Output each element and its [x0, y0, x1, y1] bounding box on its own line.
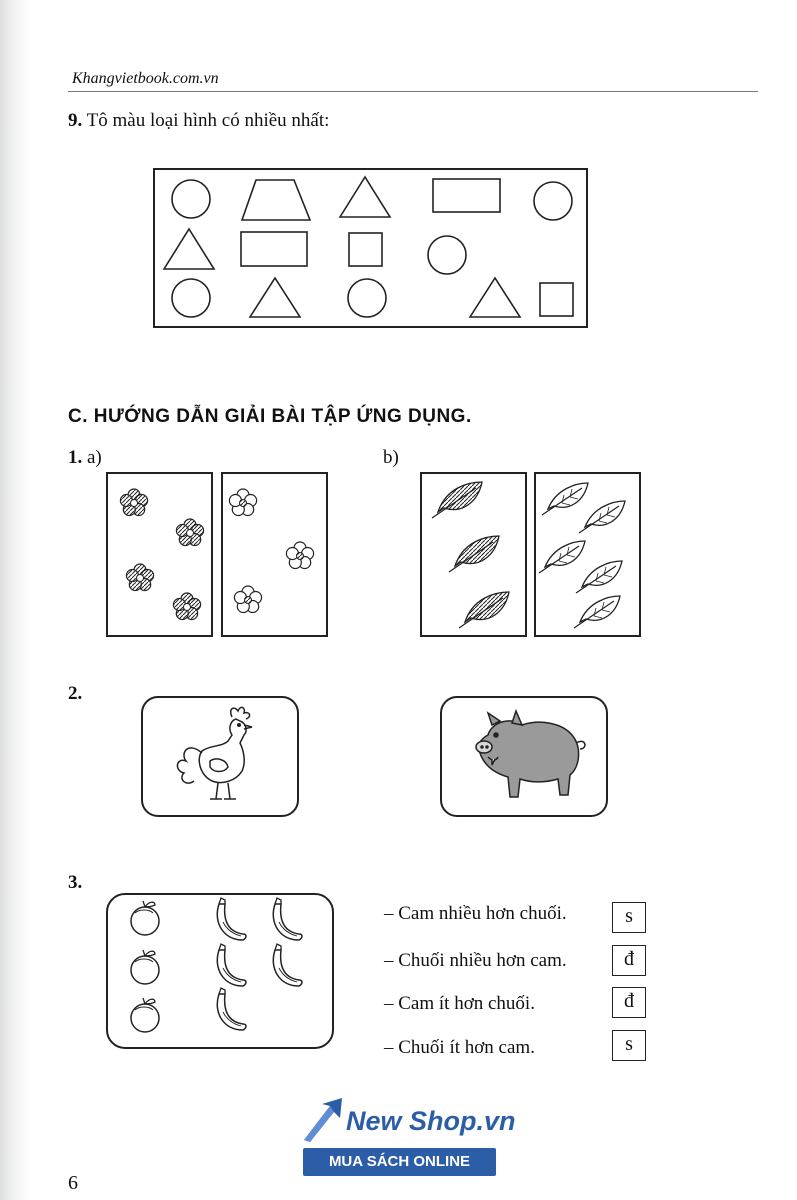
shape-triangle — [340, 177, 390, 217]
shape-triangle — [250, 278, 300, 317]
flower-light — [286, 542, 313, 569]
shape-square — [349, 233, 382, 266]
flower-dark — [120, 489, 147, 516]
pig-drawing — [476, 711, 585, 797]
leaf-light — [574, 596, 620, 628]
ex1-label — [68, 447, 102, 469]
leaf-light — [542, 483, 588, 515]
leaf-light — [576, 561, 622, 593]
leaf-dark — [449, 536, 499, 572]
flower-light — [229, 489, 256, 516]
rooster-frame — [142, 697, 298, 816]
leaf-light — [579, 501, 625, 533]
banana — [217, 898, 246, 940]
ex3-statement-4: – Chuối ít hơn cam. — [384, 1037, 535, 1058]
ex3-statement-3: – Cam ít hơn chuối. — [384, 993, 535, 1014]
flower-dark — [126, 564, 153, 591]
leaf-light — [539, 541, 585, 573]
page-number: 6 — [68, 1172, 78, 1194]
q9-text: Tô màu loại hình có nhiều nhất: — [86, 110, 330, 131]
leaf-dark — [432, 482, 482, 518]
shape-triangle — [470, 278, 520, 317]
newshop-logo-text: New Shop.vn — [346, 1106, 516, 1136]
flower-dark — [173, 593, 200, 620]
banana — [217, 944, 246, 986]
shapes-figure — [150, 165, 592, 331]
newshop-logo-icon — [300, 1096, 348, 1144]
header-site: Khangvietbook.com.vn — [72, 70, 219, 87]
ex3-answer-1: s — [612, 902, 646, 933]
q9-number: 9. — [68, 110, 83, 131]
ex1-number: 1. — [68, 447, 83, 468]
flower-light — [234, 586, 261, 613]
ex3-label — [68, 872, 82, 894]
banana — [273, 898, 302, 940]
ex1-figure — [105, 470, 645, 640]
flower-dark — [176, 519, 203, 546]
ex1-part-a: a) — [87, 447, 102, 468]
ex2-number: 2. — [68, 683, 83, 704]
orange — [131, 901, 159, 935]
ex3-answer-4: s — [612, 1030, 646, 1061]
shape-square — [540, 283, 573, 316]
banana — [273, 944, 302, 986]
fruit-figure — [105, 892, 335, 1050]
orange — [131, 998, 159, 1032]
shape-circle — [428, 236, 466, 274]
ex3-statement-1: – Cam nhiều hơn chuối. — [384, 903, 567, 924]
rooster-drawing — [177, 707, 252, 799]
ex3-statement-2: – Chuối nhiều hơn cam. — [384, 950, 567, 971]
ex3-number: 3. — [68, 872, 83, 893]
section-c-title: C. HƯỚNG DẪN GIẢI BÀI TẬP ỨNG DỤNG. — [68, 406, 472, 427]
ex2-figure — [140, 695, 610, 820]
orange — [131, 950, 159, 984]
header-rule — [68, 91, 758, 92]
ex2-label — [68, 683, 82, 705]
shapes-frame — [154, 169, 587, 327]
shape-circle — [172, 279, 210, 317]
shape-circle — [172, 180, 210, 218]
q9-title — [68, 110, 329, 132]
ex3-answer-3: đ — [612, 987, 646, 1018]
ex1-part-b: b) — [383, 447, 399, 468]
ex3-answer-2: đ — [612, 945, 646, 976]
shape-circle — [348, 279, 386, 317]
shape-rectangle — [433, 179, 500, 212]
banana — [217, 988, 246, 1030]
shape-triangle — [164, 229, 214, 269]
shape-circle — [534, 182, 572, 220]
shape-trapezoid — [242, 180, 310, 220]
shape-rectangle — [241, 232, 307, 266]
newshop-banner: MUA SÁCH ONLINE — [303, 1148, 496, 1176]
leaf-dark — [459, 592, 509, 628]
